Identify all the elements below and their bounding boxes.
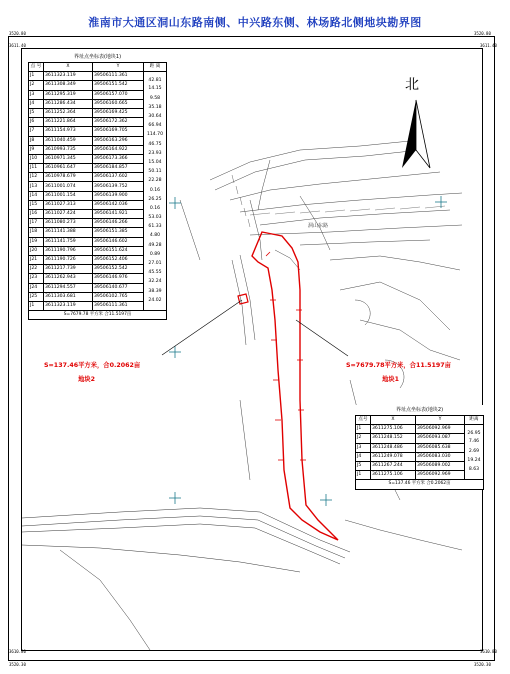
table-1-x-cell: 3611252.364 [44,108,93,117]
table-1-y-cell: 39506163.296 [93,136,144,145]
table-1-distance-cell [144,305,167,314]
table-1-point-cell: J10 [29,154,44,163]
table-1-point-cell: J1 [29,72,44,81]
table-1-point-cell: J4 [29,99,44,108]
table-1-y-cell: 39506160.665 [93,99,144,108]
coord-table-parcel-1 [28,52,167,320]
parcel-2-leader [162,300,242,355]
table-2-header-distance: 距离 [465,416,484,425]
table-1-x-cell: 3611027.313 [44,200,93,209]
table-1-point-cell: J15 [29,200,44,209]
map-title: 淮南市大通区洞山东路南侧、中兴路东侧、林场路北侧地块勘界图 [88,16,422,29]
table-2-distance-cell: 8.63 [465,465,484,474]
table-1-x-cell: 3611040.459 [44,136,93,145]
table-1-x-cell: 3611080.273 [44,219,93,228]
table-1-distance-cell: 27.01 [144,259,167,268]
table-2-point-cell: J5 [356,461,371,470]
table-1-x-cell: 3610961.647 [44,164,93,173]
table-2-point-cell: J1 [356,471,371,480]
table-1-x-cell: 3611323.119 [44,72,93,81]
table-2-header-point: 点号 [356,416,371,425]
table-1-point-cell: J21 [29,255,44,264]
table-2-distance-cell [465,475,484,484]
table-2-header-x: X [371,416,416,425]
table-1-point-cell: J16 [29,210,44,219]
table-1-y-cell: 39506141.921 [93,210,144,219]
table-1-x-cell: 3611303.681 [44,292,93,301]
table-1-header-x: X [44,63,93,72]
table-1-y-cell: 39506157.070 [93,90,144,99]
table-1-distance-cell: 38.39 [144,287,167,296]
table-1-point-cell: J9 [29,145,44,154]
table-1-y-cell: 39506140.677 [93,283,144,292]
table-2-distance-cell: 2.69 [465,447,484,456]
table-2-x-cell: 3611248.486 [371,443,416,452]
table-1-distance-cell: 22.28 [144,177,167,186]
parcel-2-boundary [238,294,248,304]
table-1-distance-cell: 9.58 [144,94,167,103]
table-1-y-cell: 39506151.624 [93,246,144,255]
table-1-y-cell: 39506111.361 [93,301,144,310]
table-1-x-cell: 3611286.434 [44,99,93,108]
table-1-y-cell: 39506151.542 [93,81,144,90]
corner-coord-tl-top: 3520.80 [9,31,26,36]
table-1-y-cell: 39506169.425 [93,108,144,117]
table-1-y-cell: 39506111.361 [93,72,144,81]
table-1-point-cell: J8 [29,136,44,145]
parcel-1-name-label: 地块1 [382,376,399,383]
table-1-point-cell: J20 [29,246,44,255]
table-2-point-cell: J2 [356,434,371,443]
table-1-point-cell: J22 [29,265,44,274]
corner-coord-tl-left: 3611.40 [9,43,26,48]
corner-coord-br-bottom: 3520.30 [474,662,491,667]
parcel-1-boundary [252,232,338,540]
table-1-y-cell: 39506152.406 [93,255,144,264]
parcel-1-leader [296,320,348,356]
corner-coord-bl-left: 3610.80 [9,649,26,654]
table-2-y-cell: 39506092.969 [416,471,465,480]
table-1-x-cell: 3611141.388 [44,228,93,237]
table-2-caption: 界址点坐标表(地块2) [395,407,444,413]
table-1-x-cell: 3611190.726 [44,255,93,264]
table-1-point-cell: J14 [29,191,44,200]
table-1-distance-cell: 26.25 [144,195,167,204]
table-2-distance-cell: 7.46 [465,438,484,447]
table-1-row [29,72,167,81]
table-1-x-cell: 3611141.759 [44,237,93,246]
table-1-point-cell: J6 [29,118,44,127]
table-1-distance-cell: 66.94 [144,122,167,131]
table-1-distance-cell: 0.16 [144,204,167,213]
table-1-x-cell: 3611001.154 [44,191,93,200]
road-label: 洞山东路 [308,223,329,229]
table-1-point-cell: J17 [29,219,44,228]
parcel-1-area-label: S=7679.78平方米，合11.5197亩 [346,362,451,369]
table-1-x-cell: 3611221.864 [44,118,93,127]
table-1-y-cell: 39506184.857 [93,164,144,173]
table-1-distance-cell: 50.11 [144,168,167,177]
table-2-distance-cell: 19.24 [465,456,484,465]
table-1-point-cell: J13 [29,182,44,191]
table-2-x-cell: 3611249.078 [371,452,416,461]
table-1-y-cell: 39506151.385 [93,228,144,237]
table-1-y-cell: 39506169.705 [93,127,144,136]
table-1-y-cell: 39506146.266 [93,219,144,228]
corner-coord-tr-top: 3520.80 [474,31,491,36]
table-1-y-cell: 39506173.366 [93,154,144,163]
table-1-x-cell: 3611262.943 [44,274,93,283]
table-2-y-cell: 39506085.638 [416,443,465,452]
table-1-distance-cell: 114.70 [144,131,167,140]
table-2-y-cell: 39506083.030 [416,452,465,461]
table-2-point-cell: J1 [356,425,371,434]
table-1-x-cell: 3610971.345 [44,154,93,163]
table-1-x-cell: 3611154.973 [44,127,93,136]
table-2-distance-cell: 26.95 [465,429,484,438]
table-2-header-y: Y [416,416,465,425]
table-1-point-cell: J25 [29,292,44,301]
table-1-y-cell: 39506146.976 [93,274,144,283]
table-1-x-cell: 3611323.119 [44,301,93,310]
table-1-distance-cell: 4.80 [144,232,167,241]
table-1-y-cell: 39506139.900 [93,191,144,200]
basemap-road-lines [22,508,350,650]
table-2-point-cell: J4 [356,452,371,461]
corner-coord-tr-right: 3611.40 [480,43,497,48]
table-1-point-cell: J2 [29,81,44,90]
table-1-point-cell: J11 [29,164,44,173]
table-1-caption: 界址点坐标表(地块1) [73,54,122,60]
table-2-y-cell: 39506092.969 [416,425,465,434]
corner-coord-bl-bottom: 3520.30 [9,662,26,667]
table-1-area-footer: S=7679.78 平方米 合11.5197亩 [29,311,167,320]
table-1-header-point: 点 号 [29,63,44,72]
table-1-y-cell: 39506152.542 [93,265,144,274]
table-1-x-cell: 3610978.679 [44,173,93,182]
table-1-header-distance: 距 离 [144,63,167,72]
table-1-y-cell: 39506164.922 [93,145,144,154]
table-2-x-cell: 3611248.152 [371,434,416,443]
table-1-point-cell: J18 [29,228,44,237]
table-1-point-cell: J19 [29,237,44,246]
table-1-y-cell: 39506137.602 [93,173,144,182]
table-1-point-cell: J1 [29,301,44,310]
table-1-point-cell: J5 [29,108,44,117]
table-1-header-y: Y [93,63,144,72]
table-1-distance-cell: 32.24 [144,278,167,287]
table-1-y-cell: 39506172.362 [93,118,144,127]
north-label: 北 [405,76,419,92]
table-1-distance-cell: 24.02 [144,296,167,305]
table-2-area-footer: S=137.46 平方米 合0.2062亩 [356,480,484,489]
corner-coord-br-right: 3610.80 [480,649,497,654]
table-1-y-cell: 39506142.036 [93,200,144,209]
parcel-2-name-label: 地块2 [78,376,95,383]
table-1-x-cell: 3611027.424 [44,210,93,219]
table-2-row [356,425,484,434]
coord-table-parcel-2 [355,405,484,490]
table-1-distance-cell: 46.75 [144,140,167,149]
table-1-distance-cell: 15.04 [144,158,167,167]
table-1-distance-cell: 0.16 [144,186,167,195]
table-1-x-cell: 3611295.319 [44,90,93,99]
table-1-distance-cell: 53.03 [144,214,167,223]
table-1-distance-cell: 42.81 [144,76,167,85]
table-2-point-cell: J3 [356,443,371,452]
table-1-x-cell: 3611190.796 [44,246,93,255]
table-1-point-cell: J3 [29,90,44,99]
table-1-y-cell: 39506139.752 [93,182,144,191]
table-1-distance-cell: 14.15 [144,85,167,94]
table-1-x-cell: 3611217.739 [44,265,93,274]
table-1-distance-cell: 0.89 [144,250,167,259]
table-1-distance-cell: 61.33 [144,223,167,232]
table-1-distance-cell: 23.93 [144,149,167,158]
table-1-distance-cell: 35.18 [144,103,167,112]
table-2-x-cell: 3611275.106 [371,425,416,434]
table-1-distance-cell: 30.64 [144,112,167,121]
table-1-x-cell: 3610993.735 [44,145,93,154]
parcel-2-area-label: S=137.46平方米，合0.2062亩 [44,362,141,369]
table-1-x-cell: 3611294.557 [44,283,93,292]
table-2-y-cell: 39506089.002 [416,461,465,470]
north-arrow-icon [402,100,430,168]
road-dash-marks [232,175,250,227]
table-1-point-cell: J24 [29,283,44,292]
table-1-point-cell: J7 [29,127,44,136]
table-1-distance-cell: 49.28 [144,241,167,250]
table-2-y-cell: 39506093.087 [416,434,465,443]
table-1-y-cell: 39506102.765 [93,292,144,301]
table-1-x-cell: 3611308.349 [44,81,93,90]
table-1-x-cell: 3611001.074 [44,182,93,191]
table-2-x-cell: 3611275.106 [371,471,416,480]
table-1-point-cell: J12 [29,173,44,182]
table-1-point-cell: J23 [29,274,44,283]
table-2-x-cell: 3611267.244 [371,461,416,470]
table-1-y-cell: 39506146.602 [93,237,144,246]
table-1-distance-cell: 45.55 [144,269,167,278]
